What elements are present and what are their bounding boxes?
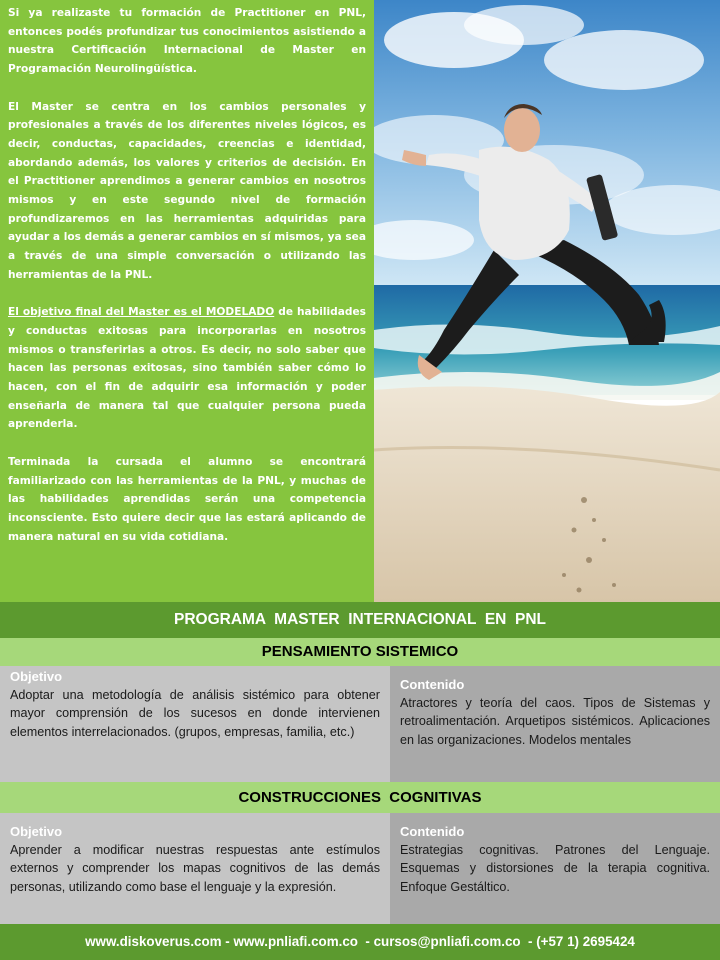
module-2-title: CONSTRUCCIONES COGNITIVAS bbox=[238, 789, 482, 806]
module-1-objective-label: Objetivo bbox=[10, 669, 63, 684]
module-2-title-bar bbox=[0, 782, 720, 813]
modelado-highlight: El objetivo final del Master es el MODELADO bbox=[8, 306, 275, 319]
module-2-objective-text: Aprender a modificar nuestras respuestas ante estímulos externos y comprender los mapas cognitivos de las demás personas, utilizando como base el lenguaje y la expresión. bbox=[10, 843, 380, 894]
contact-info: www.diskoverus.com - www.pnliafi.com.co - cursos@pnliafi.com.co - (+57 1) 2695424 bbox=[85, 934, 635, 949]
module-2-objective-label: Objetivo bbox=[10, 824, 63, 839]
module-2-content-panel bbox=[390, 813, 720, 924]
module-1-title: PENSAMIENTO SISTEMICO bbox=[261, 643, 459, 660]
module-1-content-label: Contenido bbox=[400, 677, 465, 692]
intro-paragraph-1: Si ya realizaste tu formación de Practitioner en PNL, entonces podés profundizar tus conocimientos asistiendo a nuestra Certificación Internacional de Master en Programación Neurolingüística. bbox=[8, 7, 366, 76]
contact-footer bbox=[0, 924, 720, 960]
beach-jump-photo bbox=[374, 0, 720, 602]
module-2-content-text: Estrategias cognitivas. Patrones del Lenguaje. Esquemas y distorsiones de la terapia cognitiva. Enfoque Gestáltico. bbox=[400, 843, 710, 894]
module-2-objective-panel bbox=[0, 813, 390, 924]
intro-paragraph-3 bbox=[8, 303, 366, 434]
module-1-objective-panel bbox=[0, 666, 390, 782]
module-2-content-label: Contenido bbox=[400, 824, 465, 839]
program-title-bar bbox=[0, 602, 720, 638]
module-1-objective-text: Adoptar una metodología de análisis sistémico para obtener mayor comprensión de los sucesos en donde intervienen elementos interrelacionados. (grupos, empresas, familia, etc.) bbox=[10, 688, 380, 739]
intro-paragraph-2: El Master se centra en los cambios personales y profesionales a través de los diferentes niveles lógicos, es decir, conductas, capacidades, creencias e identidad, abordando además, los valores y criterios de decisión. En el Practitioner aprendimos a generar cambios en nosotros mismos y en este segundo nivel de formación profundizaremos en las herramientas adquiridas para ayudar a los demás a generar cambios en sí mismos, ya sea a través de una simple conversación o utilizando las herramientas de la PNL. bbox=[8, 100, 366, 281]
module-1-content-panel bbox=[390, 666, 720, 782]
intro-paragraph-3-rest: de habilidades y conductas exitosas para incorporarlas en nosotros mismos o transferirlas a otros. Es decir, no solo saber que hacen las personas exitosas, sino también saber cómo lo hacen, con el fin de adquirir esa información y poder enseñarla de manera tal que cualquier persona pueda aprenderla. bbox=[8, 306, 366, 431]
intro-paragraph-4: Terminada la cursada el alumno se encontrará familiarizado con las herramientas de la PNL, y muchas de las habilidades aprendidas serán una competencia inconsciente. Esto quiere decir que las estará aplicando de manera natural en su vida cotidiana. bbox=[8, 455, 366, 543]
module-1-title-bar bbox=[0, 638, 720, 666]
intro-text-block bbox=[0, 0, 374, 602]
module-1-content-text: Atractores y teoría del caos. Tipos de Sistemas y retroalimentación. Arquetipos sistémicos. Aplicaciones en las organizaciones. Modelos mentales bbox=[400, 696, 710, 747]
program-title: PROGRAMA MASTER INTERNACIONAL EN PNL bbox=[173, 611, 546, 628]
